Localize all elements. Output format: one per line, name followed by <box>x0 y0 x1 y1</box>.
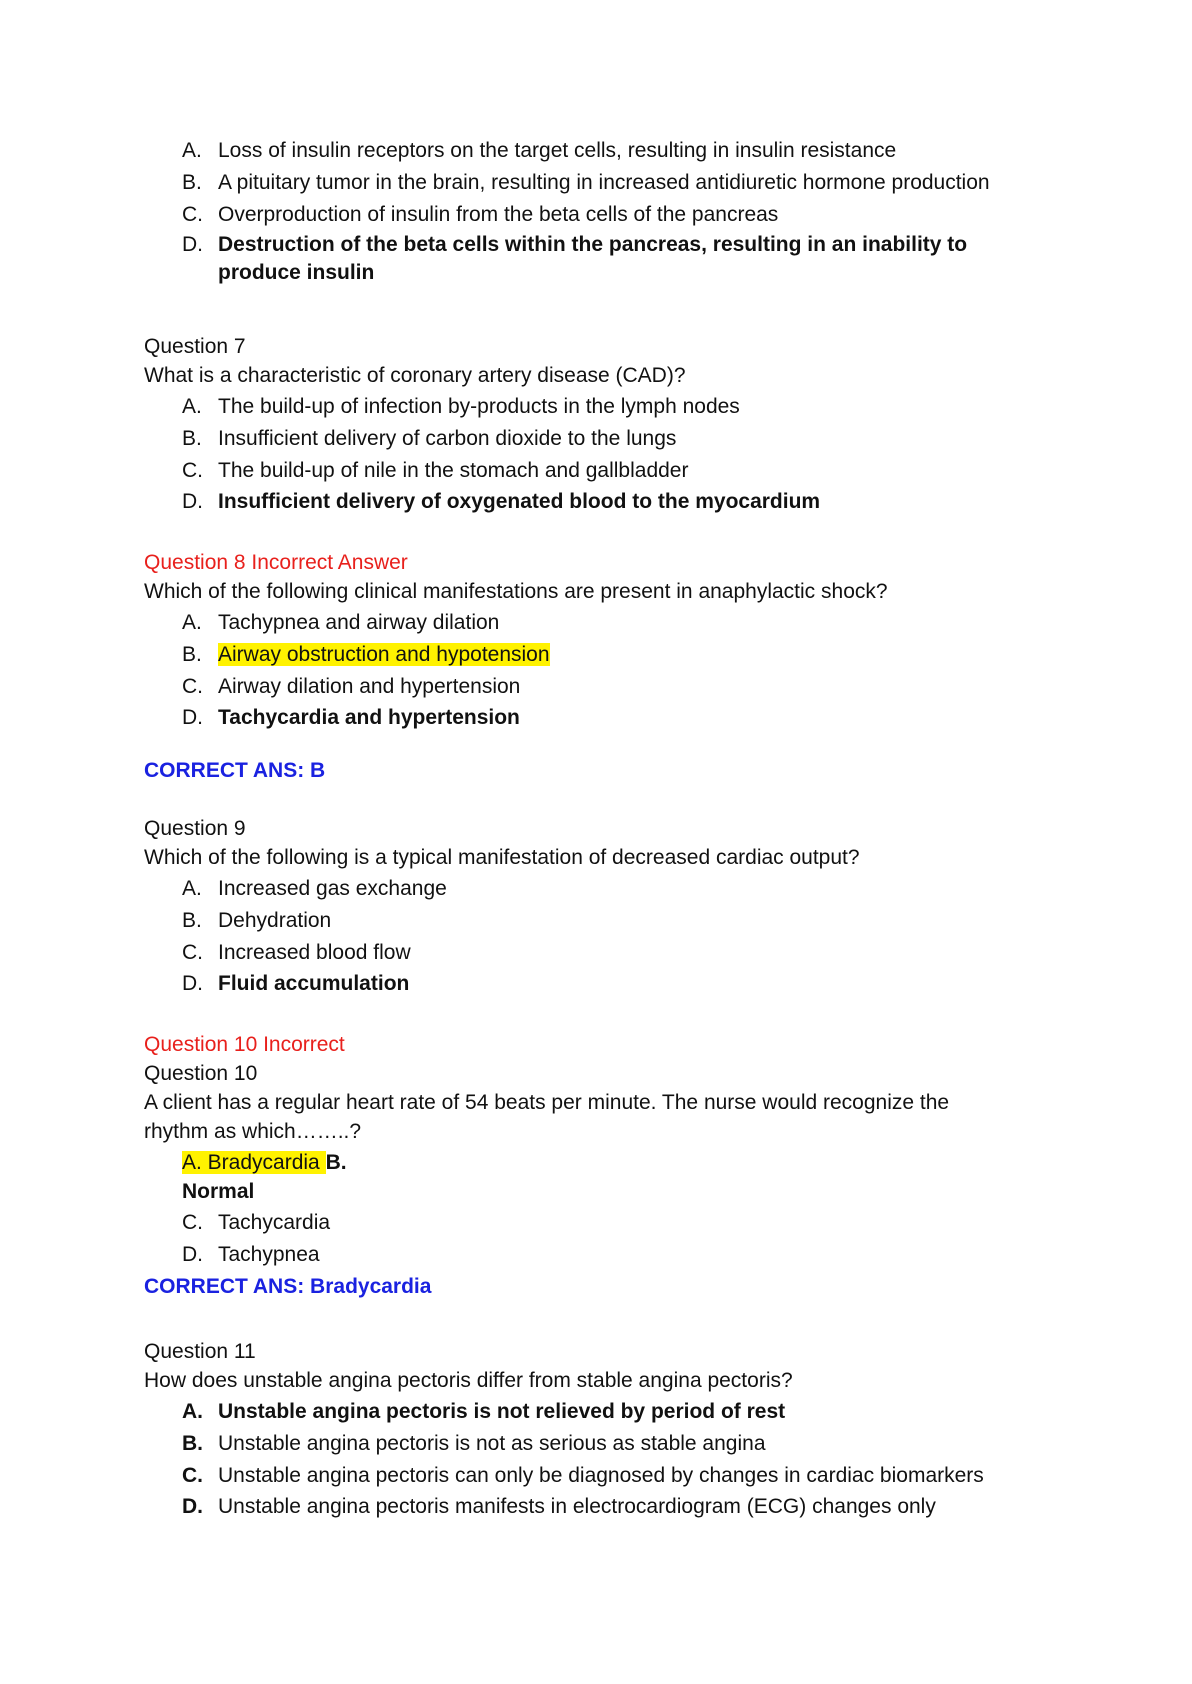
option-letter: C. <box>182 458 203 482</box>
option-a <box>144 608 1044 637</box>
option-a <box>144 392 1044 421</box>
option-text: Overproduction of insulin from the beta cells of the pancreas <box>218 202 779 226</box>
option-letter: B. <box>182 1431 203 1455</box>
option-letter: B. <box>182 170 202 194</box>
option-letter: B. <box>182 642 202 666</box>
option-text-highlighted: Airway obstruction and hypotension <box>218 642 550 666</box>
question-text: Which of the following clinical manifestations are present in anaphylactic shock? <box>144 580 888 603</box>
question-6-options <box>144 136 1044 290</box>
option-b-selected <box>144 640 1044 669</box>
question-9 <box>144 814 1044 1001</box>
option-b <box>144 1429 1044 1458</box>
option-text: Unstable angina pectoris manifests in electrocardiogram (ECG) changes only <box>218 1495 936 1519</box>
option-letter: C. <box>182 674 203 698</box>
question-11 <box>144 1337 1044 1524</box>
option-c <box>144 1461 1044 1490</box>
option-d-correct <box>144 969 1044 998</box>
option-text: The build-up of infection by-products in the lymph nodes <box>218 395 740 418</box>
option-letter: C. <box>182 202 203 226</box>
option-d <box>144 703 1044 732</box>
question-heading: Question 11 <box>144 1340 256 1363</box>
option-c <box>144 200 1044 229</box>
option-text: Tachycardia and hypertension <box>218 706 520 730</box>
option-b-text: Normal <box>182 1180 255 1203</box>
question-text: How does unstable angina pectoris differ from stable angina pectoris? <box>144 1369 793 1392</box>
option-text: Tachypnea <box>218 1242 320 1266</box>
question-status-heading: Question 10 Incorrect <box>144 1033 345 1056</box>
question-heading: Question 9 <box>144 817 246 840</box>
option-letter: A. <box>182 877 202 900</box>
option-text: Increased blood flow <box>218 940 411 964</box>
option-letter: A. <box>182 611 202 634</box>
option-letter: D. <box>182 706 203 730</box>
question-8 <box>144 548 1044 785</box>
option-c <box>144 1208 1044 1237</box>
option-letter: C. <box>182 940 203 964</box>
option-text: A pituitary tumor in the brain, resulting in increased antidiuretic hormone production <box>218 170 990 194</box>
option-a <box>144 874 1044 903</box>
option-text-continued: produce insulin <box>218 261 375 285</box>
option-text: Unstable angina pectoris is not as serious as stable angina <box>218 1431 766 1455</box>
option-b <box>144 906 1044 935</box>
option-d <box>144 1492 1044 1521</box>
question-heading: Question 10 <box>144 1062 258 1085</box>
question-text-continued: rhythm as which……..? <box>144 1120 362 1143</box>
correct-answer-label: CORRECT ANS: B <box>144 759 326 783</box>
question-text: Which of the following is a typical manifestation of decreased cardiac output? <box>144 846 860 869</box>
question-7 <box>144 332 1044 519</box>
option-c <box>144 456 1044 485</box>
option-letter: A. <box>182 395 202 418</box>
option-letter: D. <box>182 972 203 996</box>
option-text: Tachypnea and airway dilation <box>218 611 500 634</box>
correct-answer-label: CORRECT ANS: Bradycardia <box>144 1274 432 1298</box>
option-text: Dehydration <box>218 908 332 932</box>
option-b-letter: B. <box>325 1151 347 1174</box>
option-a-correct <box>144 1397 1044 1426</box>
option-b <box>144 424 1044 453</box>
option-letter: D. <box>182 233 203 257</box>
question-heading: Question 7 <box>144 335 246 358</box>
option-text: The build-up of nile in the stomach and gallbladder <box>218 458 689 482</box>
option-letter: D. <box>182 1242 203 1266</box>
option-text: Unstable angina pectoris can only be diagnosed by changes in cardiac biomarkers <box>218 1463 984 1487</box>
question-status-heading: Question 8 Incorrect Answer <box>144 551 408 574</box>
option-text: Destruction of the beta cells within the pancreas, resulting in an inability to <box>218 233 968 257</box>
option-text: Tachycardia <box>218 1211 331 1234</box>
option-text: Increased gas exchange <box>218 877 447 900</box>
option-text: Unstable angina pectoris is not relieved by period of rest <box>218 1400 786 1423</box>
option-b <box>144 168 1044 197</box>
option-c <box>144 672 1044 701</box>
question-text: What is a characteristic of coronary artery disease (CAD)? <box>144 364 686 387</box>
option-letter: D. <box>182 1495 203 1519</box>
option-letter: D. <box>182 490 203 514</box>
option-letter: B. <box>182 426 202 450</box>
option-text: Loss of insulin receptors on the target cells, resulting in insulin resistance <box>218 139 897 162</box>
option-letter: A. <box>182 139 202 162</box>
option-a-b-line <box>144 1148 1044 1177</box>
option-text: Airway dilation and hypertension <box>218 674 521 698</box>
question-10 <box>144 1030 1044 1301</box>
option-text: Insufficient delivery of carbon dioxide to the lungs <box>218 426 677 450</box>
option-d-correct <box>144 487 1044 516</box>
option-a <box>144 136 1044 165</box>
option-text: Insufficient delivery of oxygenated blood to the myocardium <box>218 490 821 514</box>
option-c <box>144 938 1044 967</box>
question-text: A client has a regular heart rate of 54 beats per minute. The nurse would recognize the <box>144 1091 950 1114</box>
option-letter: C. <box>182 1463 203 1487</box>
option-d <box>144 1240 1044 1269</box>
option-d-correct <box>144 231 1044 287</box>
option-letter: A. <box>182 1400 203 1423</box>
option-a-highlighted: A. Bradycardia <box>182 1151 326 1174</box>
option-letter: C. <box>182 1211 203 1234</box>
option-text: Fluid accumulation <box>218 972 410 996</box>
option-letter: B. <box>182 908 202 932</box>
